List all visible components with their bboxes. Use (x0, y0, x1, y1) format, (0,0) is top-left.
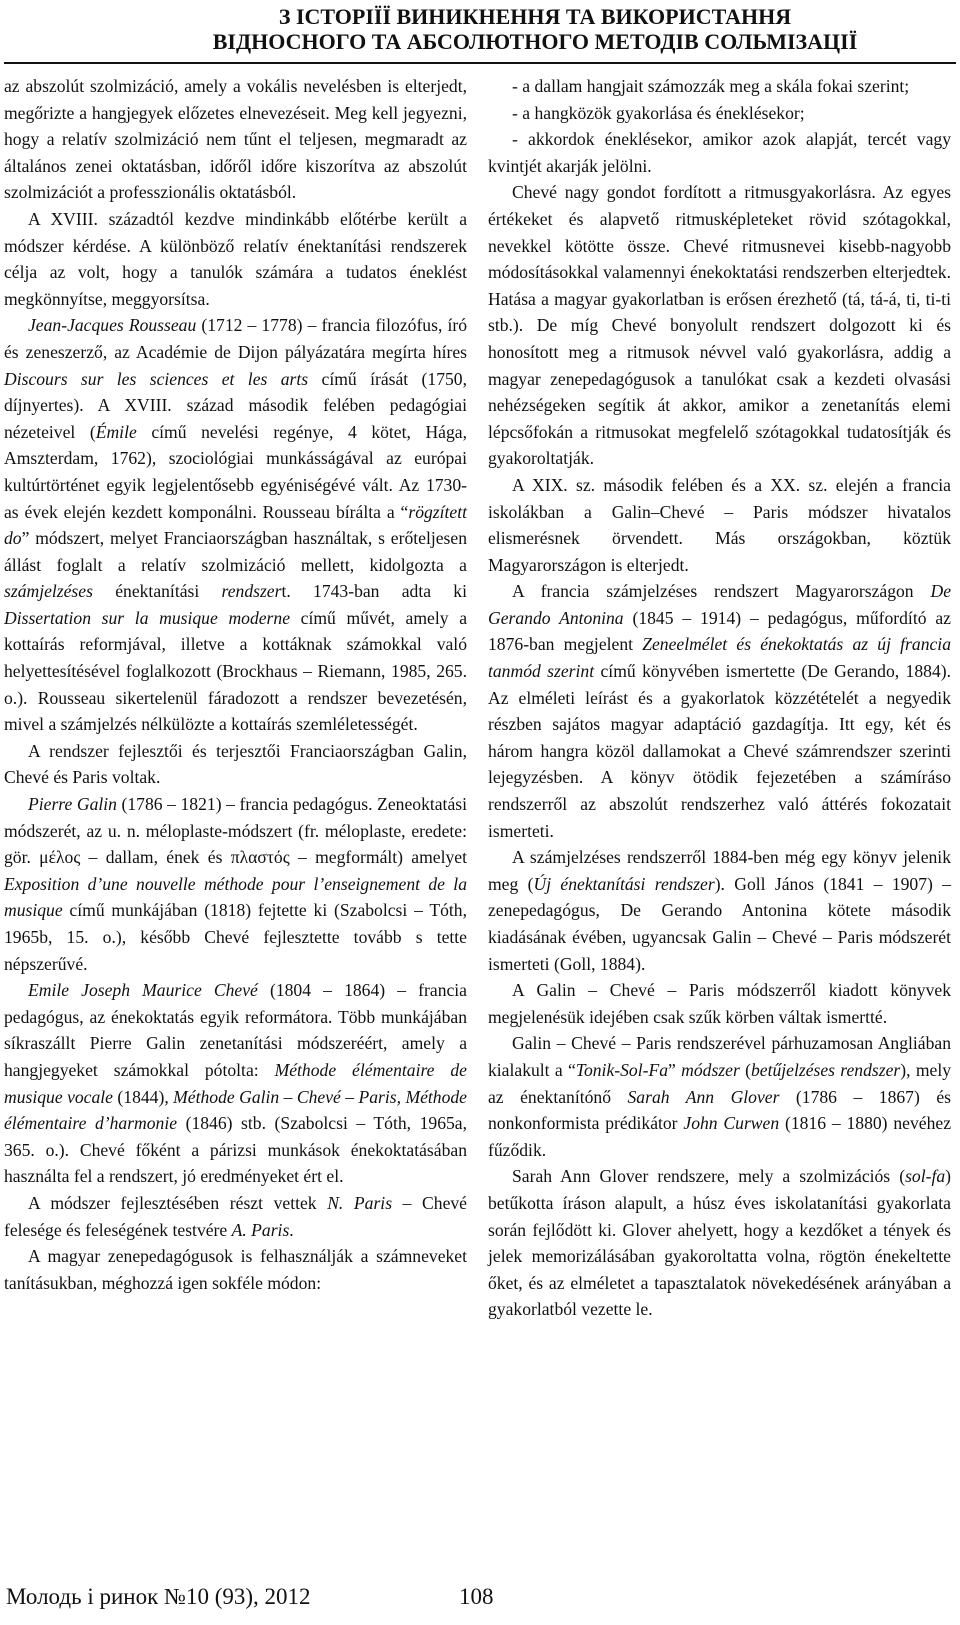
paragraph-rousseau: Jean-Jacques Rousseau (1712 – 1778) – francia filozófus, író és zeneszerző, az Académie de Dijon pályázatára megírta híres Discours sur les sciences et les arts című írását (1750, díjnyertes). A XVIII. század második felében pedagógiai nézeteivel (Émile című nevelési regénye, 4 kötet, Hága, Amszterdam, 1762), szociológiai munkásságával az európai kultúrtörténet egyik legjelentősebb egyéniségévé vált. Az 1730-as évek elején kezdett komponálni. Rousseau bírálta a “rögzített do” módszert, melyet Franciaországban használtak, s erőteljesen állást foglalt a relatív szolmizáció mellett, kidolgozta a számjelzéses énektanítási rendszert. 1743-ban adta ki Dissertation sur la musique moderne című művét, amely a kottaírás reformjával, illetve a kottáknak számokkal való helyettesítésével foglalkozott (Brockhaus – Riemann, 1985, 265. o.). Rousseau sikertelenül fáradozott a rendszer bevezetésén, mivel a számjelzés nélkülözte a kottaírás szemléletességét. (4, 315, 468, 735)
journal-title: Молодь і ринок №10 (93), 2012 (6, 1584, 311, 1609)
list-item: - a hangközök gyakorlása és éneklésekor; (512, 102, 805, 123)
list-item: - a dallam hangjait számozzák meg a skála fokai szerint; (512, 76, 910, 96)
paragraph: A XIX. sz. második felében és a XX. sz. elején a francia iskolákban a Galin–Chevé – Paris módszer hivatalos elismerésnek örvendett. Más országokban, köztük Magyarországon is elterjedt. (488, 474, 951, 575)
running-header (0, 4, 960, 54)
header-rule (4, 62, 956, 64)
header-line-2: ВІДНОСНОГО ТА АБСОЛЮТНОГО МЕТОДІВ СОЛЬМІЗАЦІЇ (212, 29, 858, 54)
list-item: - akkordok éneklésekor, amikor azok alapját, tercét vagy kvintjét akarják jelölni. (488, 129, 951, 176)
paragraph: A XVIII. századtól kezdve mindinkább előtérbe került a módszer kérdése. A különböző relatív énektanítási rendszerek célja az volt, hogy a tanulók számára a tudatos éneklést megkönnyítse, meggyorsítsa. (4, 208, 467, 309)
paragraph-goll: A számjelzéses rendszerről 1884-ben még egy könyv jelenik meg (Új énektanítási rendszer). Goll János (1841 – 1907) – zenepedagógus, De Gerando Antonina kötete második kiadásának évében, ugyancsak Galin – Chevé – Paris módszerét ismerteti (Goll, 1884). (488, 847, 951, 974)
paragraph: A rendszer fejlesztői és terjesztői Franciaországban Galin, Chevé és Paris voltak. (4, 740, 467, 788)
left-column (4, 73, 467, 1296)
paragraph-galin: Pierre Galin (1786 – 1821) – francia pedagógus. Zeneoktatási módszerét, az u. n. méloplaste-módszert (fr. méloplaste, eredete: gör. μέλος – dallam, ének és πλαστός – megformált) amelyet Exposition d’une nouvelle méthode pour l’enseignement de la musique című munkájában (1818) fejtette ki (Szabolcsi – Tóth, 1965b, 15. o.), később Chevé fejlesztette tovább s tette népszerűvé. (4, 794, 467, 974)
header-line-1: З ІСТОРІЇЇ ВИНИКНЕННЯ ТА ВИКОРИСТАННЯ (278, 4, 792, 29)
page-number: 108 (459, 1584, 494, 1609)
right-column (488, 73, 951, 1323)
paragraph-tonic-sol-fa: Galin – Chevé – Paris rendszerével párhuzamosan Angliában kialakult a “Tonik-Sol-Fa” módszer (betűjelzéses rendszer), mely az énektanítónő Sarah Ann Glover (1786 – 1867) és nonkonformista prédikátor John Curwen (1816 – 1880) nevéhez fűződik. (488, 1033, 952, 1160)
paragraph: Chevé nagy gondot fordított a ritmusgyakorlásra. Az egyes értékeket és alapvető ritmusképleteket rövid szótagokkal, nevekkel kötötte össze. Chevé ritmusnevei kisebb-nagyobb módosításokkal valamennyi énekoktatási rendszerben elterjedtek. Hatása a magyar gyakorlatban is erősen érezhető (tá, tá-á, ti, ti-ti stb.). De míg Chevé bonyolult rendszert dolgozott ki és honosított meg a ritmusok névvel való gyakorlásra, addig a magyar zenepedagógusok a tanulókat csak a kezdeti olvasási nehézségeken segítik át akkor, amikor a zenetanítás elemi lépcsőfokán a ritmusokat megfelelő szótagokkal tudatosítják és gyakoroltatják. (488, 182, 951, 469)
paragraph: A Galin – Chevé – Paris módszerről kiadott könyvek megjelenésük idejében csak szűk körben váltak ismertté. (488, 980, 951, 1027)
paragraph: A magyar zenepedagógusok is felhasználják a számneveket tanításukban, méghozzá igen sokféle módon: (4, 1246, 467, 1293)
paragraph-cheve: Emile Joseph Maurice Chevé (1804 – 1864) – francia pedagógus, az énekoktatás egyik reformátora. Több munkájában síkraszállt Pierre Galin zenetanítási módszeréért, amely a hangjegyeket számokkal pótolta: Méthode élémentaire de musique vocale (1844), Méthode Galin – Chevé – Paris, Méthode élémentaire d’harmonie (1846) stb. (Szabolcsi – Tóth, 1965a, 365. o.). Chevé főként a párizsi munkások énekoktatásában használta fel a rendszert, jó eredményeket ért el. (4, 980, 467, 1187)
paragraph: az abszolút szolmizáció, amely a vokális nevelésben is elterjedt, megőrizte a hangjegyek előzetes elnevezéseit. Meg kell jegyezni, hogy a relatív szolmizáció nem tűnt el teljesen, megmaradt az általános zenei oktatásban, időről időre kiszorítva az abszolút szolmizációt a professzionális oktatásból. (4, 76, 467, 203)
paragraph-glover: Sarah Ann Glover rendszere, mely a szolmizációs (sol-fa) betűkotta íráson alapult, a húsz éves iskolatanítási gyakorlata során fejlődött ki. Glover ahelyett, hogy a kezdőket a tények és jelek memorizálásában gyakoroltatta volna, rögtön énekeltette őket, és az elméletet a tapasztalatok növekedésének arányában a gyakorlatból vezette le. (488, 1166, 951, 1320)
paragraph-paris: A módszer fejlesztésében részt vettek N. Paris – Chevé felesége és feleségének testvére A. Paris. (4, 1192, 467, 1240)
paragraph-degerando: A francia számjelzéses rendszert Magyarországon De Gerando Antonina (1845 – 1914) – pedagógus, műfordító az 1876-ban megjelent Zeneelmélet és énekoktatás az új francia tanmód szerint című könyvében ismertette (De Gerando, 1884). Az elméleti leírást és a gyakorlatok közzétételét a negyedik részben sajátos magyar adaptáció gazdagítja. Itt egy, két és három hangra közöl dallamokat a Chevé számrendszer szerinti lejegyzésben. A könyv ötödik fejezetében a számíráso rendszerről az abszolút rendszerhez való áttérés fokozatait ismerteti. (488, 581, 951, 841)
page-footer (4, 1584, 956, 1618)
